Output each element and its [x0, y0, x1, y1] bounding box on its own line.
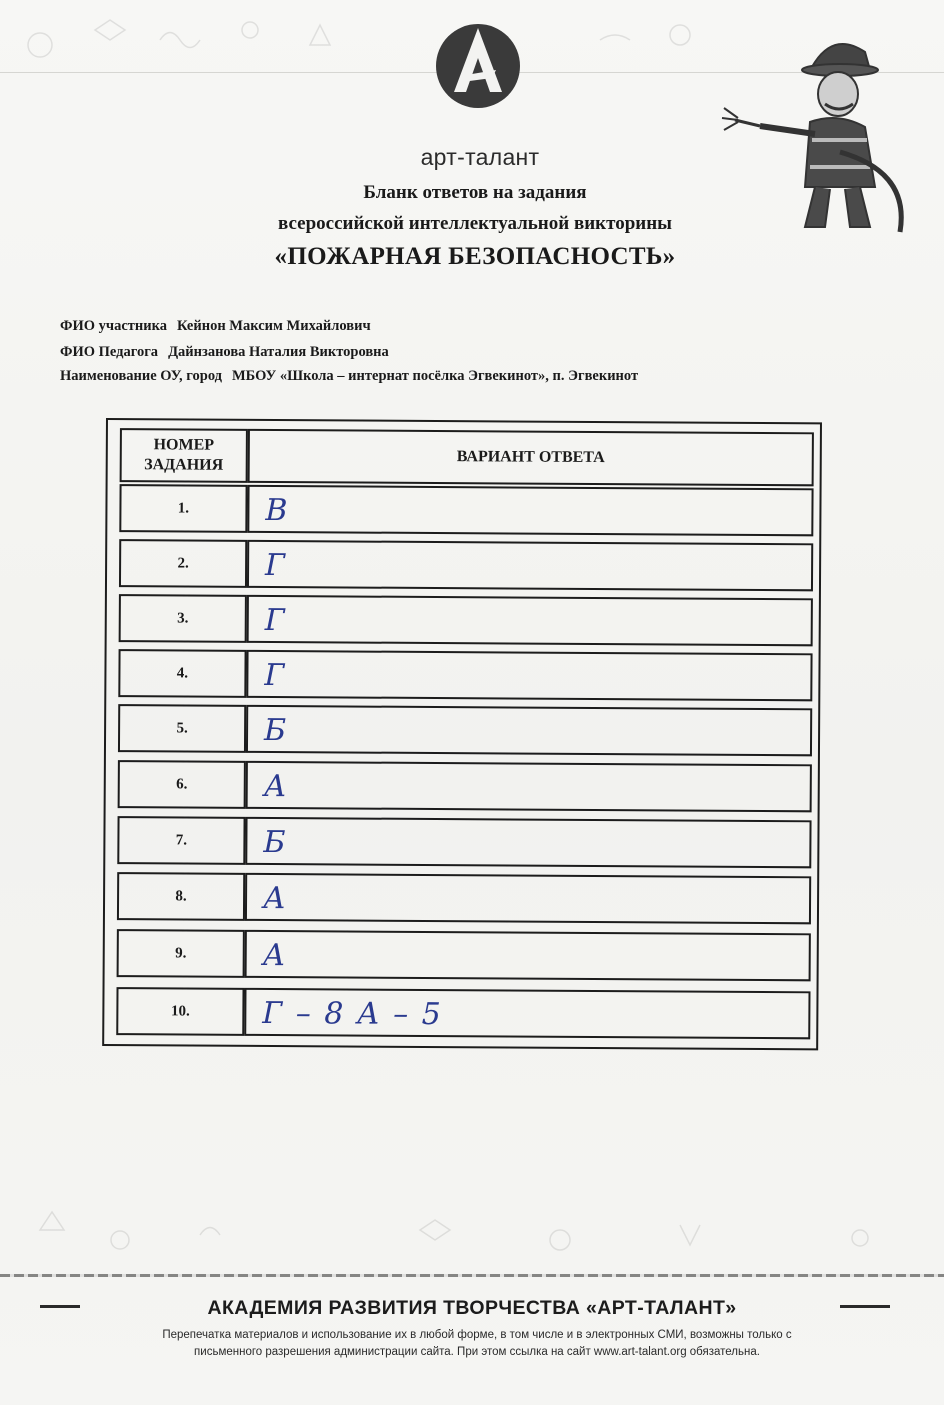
task-number: 9.	[117, 929, 245, 978]
task-number: 8.	[117, 872, 245, 921]
teacher-value: Дайнзанова Наталия Викторовна	[168, 344, 389, 360]
footer-text-line2: письменного разрешения администрации сайта. При этом ссылка на сайт www.art-talant.org обязательна.	[194, 1346, 760, 1358]
table-row	[119, 484, 813, 536]
handwritten-answer: А	[262, 937, 288, 974]
table-row	[118, 649, 812, 701]
school-line	[60, 368, 638, 385]
answer-cell[interactable]	[246, 705, 812, 756]
form-title: Бланк ответов на задания	[363, 182, 587, 203]
answer-cell[interactable]	[244, 988, 810, 1039]
footer-divider	[0, 1274, 944, 1277]
school-value: МБОУ «Школа – интернат посёлка Эгвекинот», п. Эгвекинот	[232, 368, 639, 384]
answer-cell[interactable]	[245, 873, 811, 924]
task-number: 2.	[119, 539, 247, 588]
footer-title: АКАДЕМИЯ РАЗВИТИЯ ТВОРЧЕСТВА «АРТ-ТАЛАНТ»	[207, 1297, 737, 1319]
task-number: 4.	[118, 649, 246, 698]
task-number-header	[120, 428, 248, 483]
answer-cell[interactable]	[245, 817, 811, 868]
footer-text-line1: Перепечатка материалов и использование их в любой форме, в том числе и в электронных СМИ, возможны только с	[162, 1329, 792, 1341]
quiz-name: «ПОЖАРНАЯ БЕЗОПАСНОСТЬ»	[274, 243, 676, 270]
handwritten-answer: Б	[263, 712, 289, 749]
answer-cell[interactable]	[247, 485, 813, 536]
handwritten-answer: Г	[264, 602, 287, 639]
handwritten-answer: Б	[263, 824, 288, 861]
table-row	[118, 760, 812, 812]
participant-label: ФИО участника	[60, 318, 167, 334]
table-row	[117, 872, 811, 924]
form-subtitle: всероссийской интеллектуальной викторины	[278, 213, 672, 234]
task-number: 3.	[119, 594, 247, 643]
handwritten-answer: А	[262, 880, 288, 917]
teacher-label: ФИО Педагога	[60, 344, 159, 360]
table-row	[116, 987, 810, 1039]
footer-copyright	[62, 1327, 892, 1361]
answer-cell[interactable]	[245, 930, 811, 981]
answer-cell[interactable]	[246, 761, 812, 812]
task-number-header-line1: НОМЕР	[153, 436, 215, 454]
answer-table	[102, 418, 822, 1050]
answer-cell[interactable]	[246, 650, 812, 701]
handwritten-answer: В	[265, 492, 290, 529]
task-number-header-line2: ЗАДАНИЯ	[144, 456, 224, 474]
handwritten-answer: Г	[264, 547, 288, 584]
table-row	[118, 704, 812, 756]
table-row	[117, 929, 811, 981]
task-number: 10.	[116, 987, 244, 1036]
handwritten-answer: А	[263, 768, 289, 805]
handwritten-answer: Г	[264, 657, 287, 694]
participant-line	[60, 318, 371, 335]
school-label: Наименование ОУ, город	[60, 368, 222, 384]
answer-cell[interactable]	[247, 595, 813, 646]
table-row	[119, 539, 813, 591]
handwritten-answer: Г – 8 А – 5	[262, 995, 443, 1033]
art-talant-logo	[432, 14, 524, 130]
task-number: 6.	[118, 760, 246, 809]
task-number: 5.	[118, 704, 246, 753]
answer-header: ВАРИАНТ ОТВЕТА	[248, 429, 814, 486]
teacher-line	[60, 344, 389, 361]
fireman-illustration	[720, 22, 925, 237]
answer-cell[interactable]	[247, 540, 813, 591]
participant-value: Кейнон Максим Михайлович	[176, 318, 371, 334]
table-row	[119, 594, 813, 646]
task-number: 1.	[119, 484, 247, 533]
table-row	[117, 816, 811, 868]
brand-name: арт-талант	[420, 144, 540, 170]
task-number: 7.	[117, 816, 245, 865]
